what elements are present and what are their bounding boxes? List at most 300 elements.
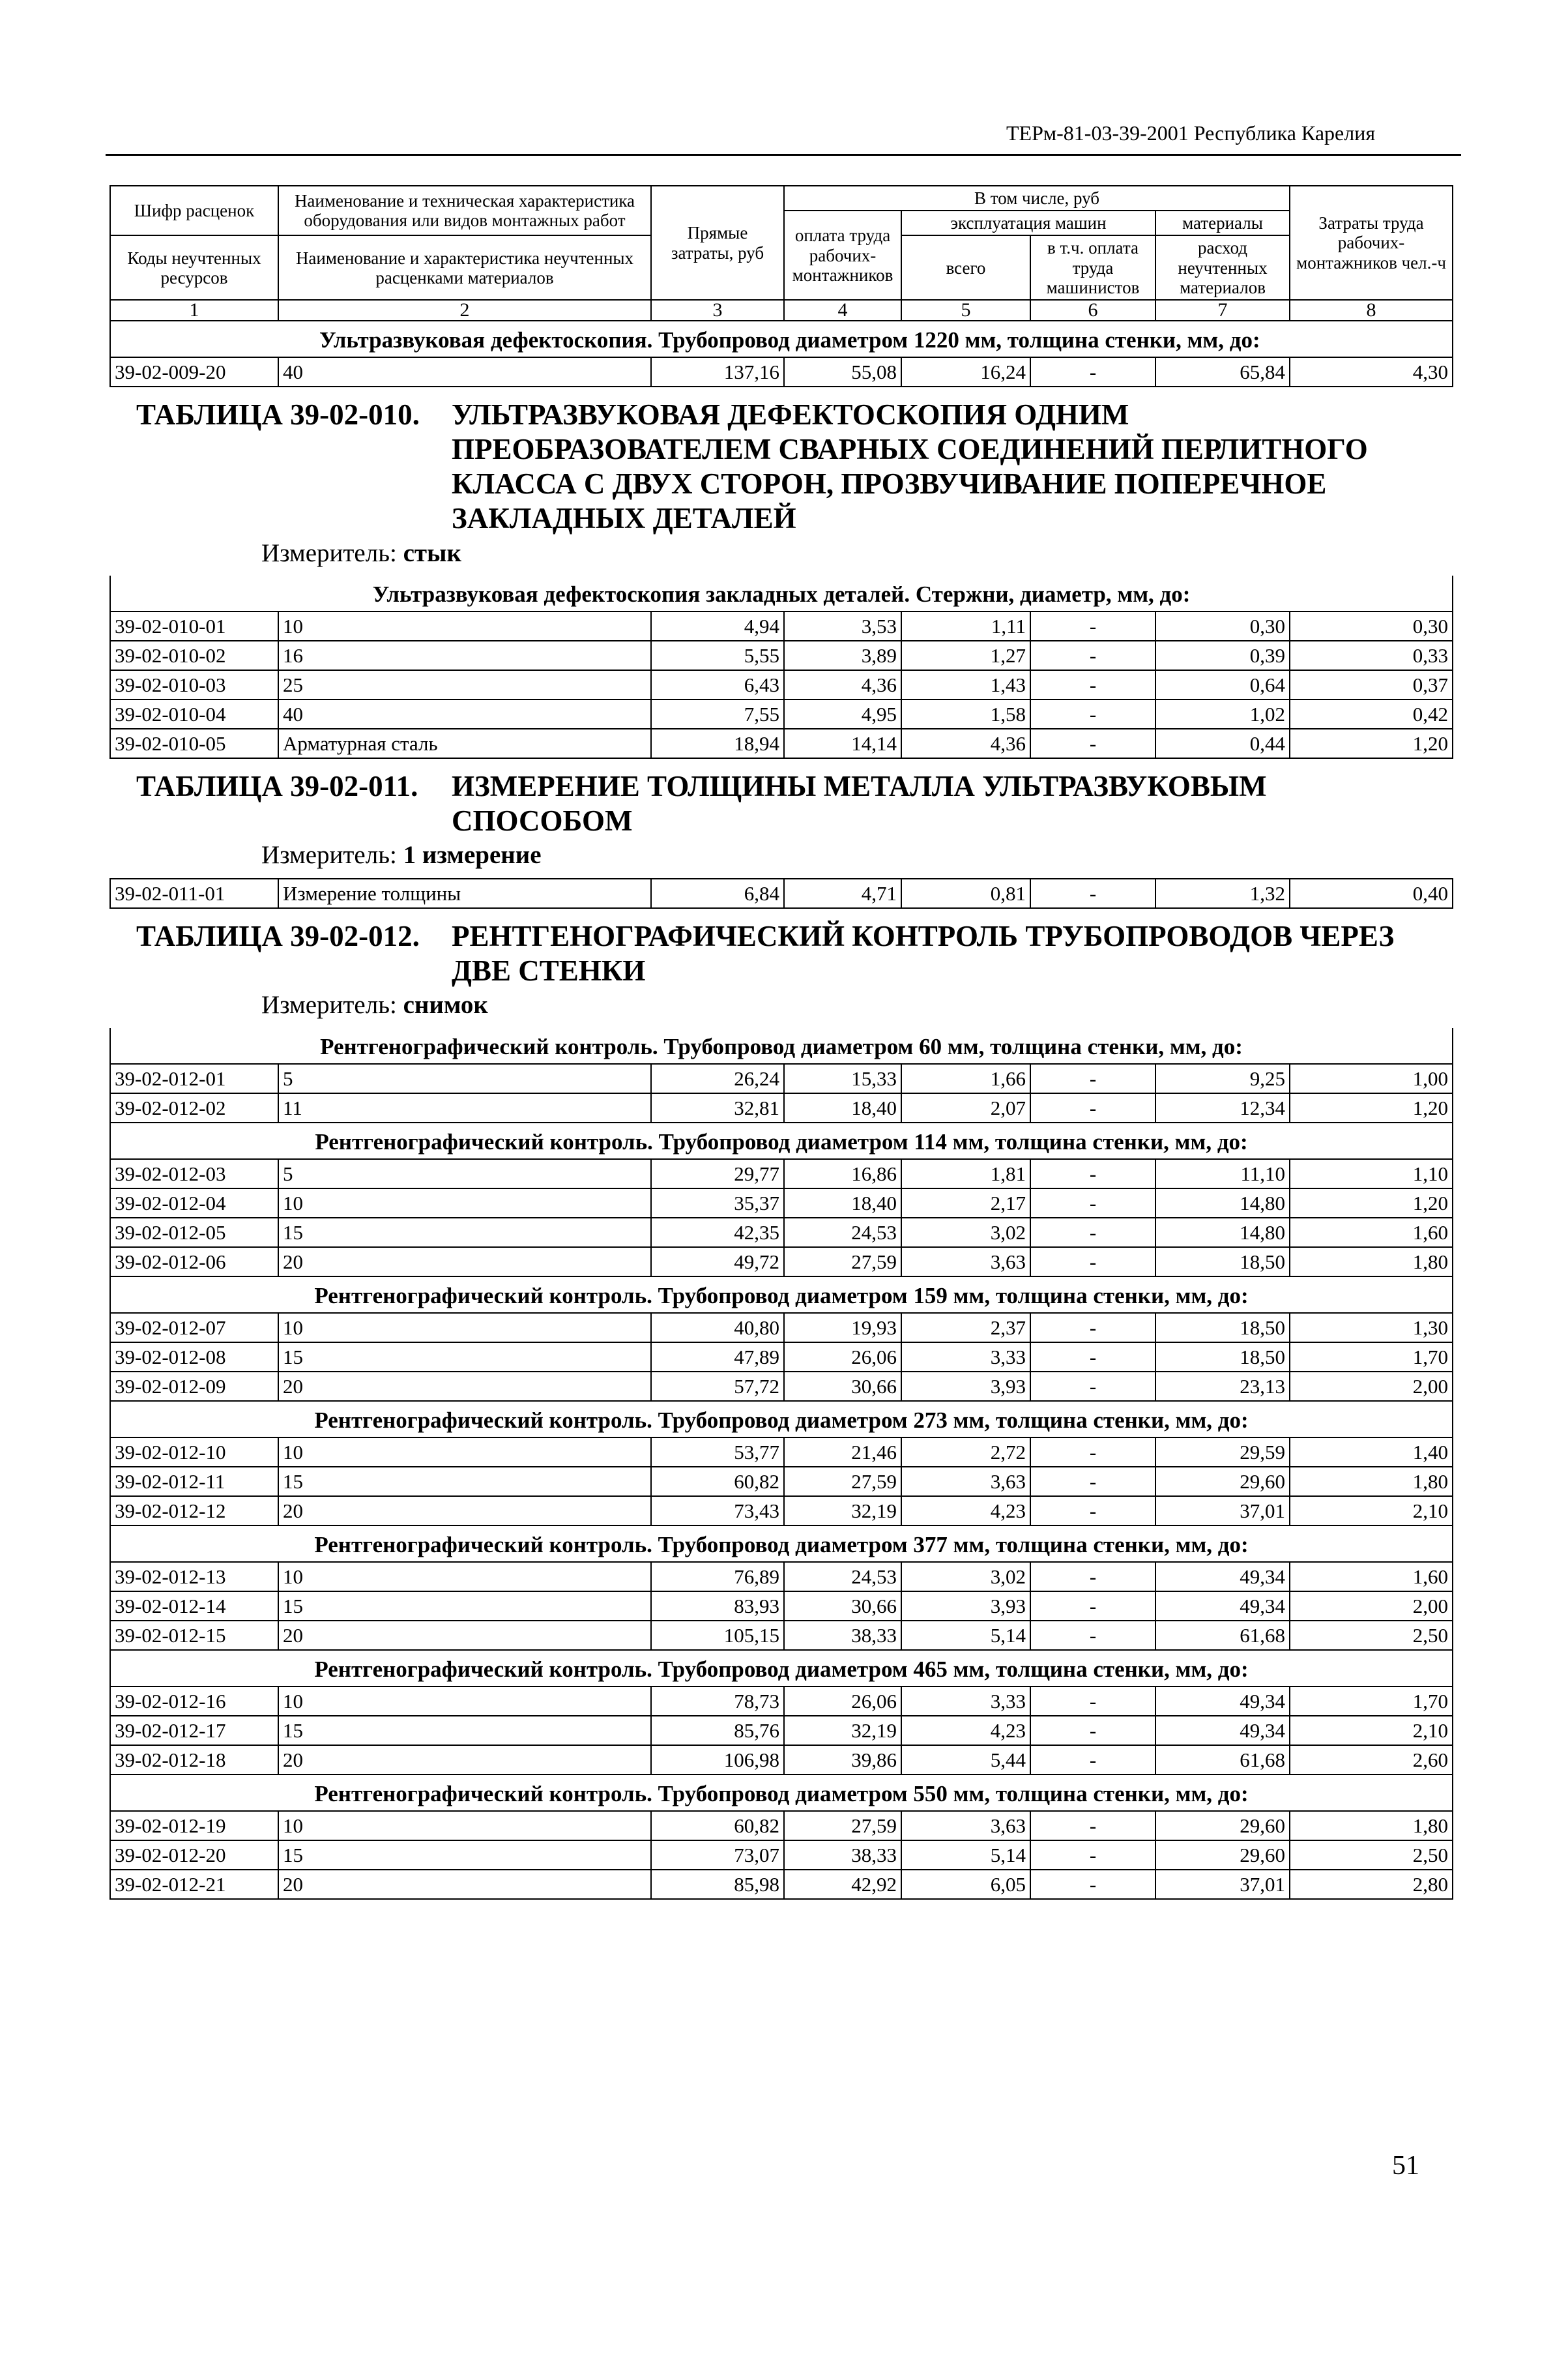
header-res-codes: Коды неучтенных ресурсов	[110, 235, 278, 300]
materials-cost: 9,25	[1155, 1064, 1290, 1093]
direct-cost: 57,72	[651, 1372, 784, 1401]
direct-cost: 29,77	[651, 1159, 784, 1188]
measure-unit-label: Измеритель:	[261, 538, 397, 567]
labor-hours: 2,00	[1290, 1372, 1453, 1401]
work-name: 25	[278, 670, 651, 699]
machinist-pay: -	[1030, 1496, 1155, 1525]
table-row	[110, 1218, 1453, 1247]
labor-hours: 1,10	[1290, 1159, 1453, 1188]
labor-hours: 1,20	[1290, 729, 1453, 758]
labor-hours: 1,80	[1290, 1247, 1453, 1276]
table-row	[110, 1093, 1453, 1123]
section-heading-row	[110, 1276, 1453, 1313]
section-heading: Рентгенографический контроль. Трубопровод диаметром 273 мм, толщина стенки, мм, до:	[110, 1401, 1453, 1437]
materials-cost: 18,50	[1155, 1313, 1290, 1342]
header-row-1	[110, 186, 1453, 211]
table-title	[110, 398, 1453, 536]
machine-cost: 16,24	[901, 357, 1030, 387]
machinist-pay: -	[1030, 1562, 1155, 1591]
machine-cost: 2,37	[901, 1313, 1030, 1342]
machinist-pay: -	[1030, 1064, 1155, 1093]
machine-cost: 3,02	[901, 1218, 1030, 1247]
table-row	[110, 670, 1453, 699]
materials-cost: 18,50	[1155, 1247, 1290, 1276]
section-heading: Ультразвуковая дефектоскопия. Трубопровод диаметром 1220 мм, толщина стенки, мм, до:	[110, 321, 1453, 357]
work-name: 15	[278, 1342, 651, 1372]
direct-cost: 18,94	[651, 729, 784, 758]
machinist-pay: -	[1030, 1811, 1155, 1840]
machinist-pay: -	[1030, 1686, 1155, 1716]
direct-cost: 53,77	[651, 1437, 784, 1467]
labor-pay: 18,40	[784, 1188, 901, 1218]
labor-hours: 2,00	[1290, 1591, 1453, 1621]
materials-cost: 18,50	[1155, 1342, 1290, 1372]
labor-hours: 0,42	[1290, 699, 1453, 729]
work-name: 10	[278, 1313, 651, 1342]
labor-hours: 1,80	[1290, 1467, 1453, 1496]
work-name: Измерение толщины	[278, 879, 651, 908]
machine-cost: 3,63	[901, 1467, 1030, 1496]
section-heading: Рентгенографический контроль. Трубопровод диаметром 159 мм, толщина стенки, мм, до:	[110, 1276, 1453, 1313]
table-row	[110, 1562, 1453, 1591]
labor-pay: 4,36	[784, 670, 901, 699]
work-name: 20	[278, 1247, 651, 1276]
rate-code: 39-02-012-03	[110, 1159, 278, 1188]
rate-code: 39-02-010-02	[110, 641, 278, 670]
table-row	[110, 1811, 1453, 1840]
rate-code: 39-02-012-04	[110, 1188, 278, 1218]
labor-pay: 55,08	[784, 357, 901, 387]
direct-cost: 85,98	[651, 1870, 784, 1899]
materials-cost: 29,60	[1155, 1467, 1290, 1496]
machine-cost: 5,14	[901, 1621, 1030, 1650]
machine-cost: 1,66	[901, 1064, 1030, 1093]
table-row	[110, 1591, 1453, 1621]
labor-pay: 18,40	[784, 1093, 901, 1123]
materials-cost: 37,01	[1155, 1496, 1290, 1525]
materials-cost: 65,84	[1155, 357, 1290, 387]
rates-table	[109, 185, 1453, 1900]
table-row	[110, 1621, 1453, 1650]
measure-unit-value: стык	[403, 538, 461, 567]
labor-pay: 39,86	[784, 1745, 901, 1774]
direct-cost: 6,84	[651, 879, 784, 908]
table-row	[110, 1372, 1453, 1401]
col-number: 3	[651, 300, 784, 321]
measure-unit-value: снимок	[403, 991, 488, 1020]
table-row	[110, 1342, 1453, 1372]
rate-code: 39-02-012-17	[110, 1716, 278, 1745]
labor-hours: 2,50	[1290, 1840, 1453, 1870]
materials-cost: 49,34	[1155, 1591, 1290, 1621]
materials-cost: 49,34	[1155, 1562, 1290, 1591]
labor-pay: 24,53	[784, 1218, 901, 1247]
materials-cost: 61,68	[1155, 1745, 1290, 1774]
rate-code: 39-02-012-21	[110, 1870, 278, 1899]
table-title-block	[110, 908, 1453, 1028]
machinist-pay: -	[1030, 1716, 1155, 1745]
table-row	[110, 357, 1453, 387]
direct-cost: 60,82	[651, 1467, 784, 1496]
materials-cost: 0,39	[1155, 641, 1290, 670]
machine-cost: 1,58	[901, 699, 1030, 729]
materials-cost: 12,34	[1155, 1093, 1290, 1123]
section-heading-row	[110, 321, 1453, 357]
work-name: Арматурная сталь	[278, 729, 651, 758]
labor-pay: 38,33	[784, 1840, 901, 1870]
measure-unit-label: Измеритель:	[261, 841, 397, 870]
table-row	[110, 1437, 1453, 1467]
rate-code: 39-02-012-05	[110, 1218, 278, 1247]
machine-cost: 1,27	[901, 641, 1030, 670]
section-heading: Рентгенографический контроль. Трубопровод диаметром 550 мм, толщина стенки, мм, до:	[110, 1774, 1453, 1811]
section-heading-row	[110, 1525, 1453, 1562]
header-materials: материалы	[1155, 211, 1290, 235]
materials-cost: 49,34	[1155, 1716, 1290, 1745]
materials-cost: 29,59	[1155, 1437, 1290, 1467]
labor-hours: 1,80	[1290, 1811, 1453, 1840]
table-row	[110, 729, 1453, 758]
machine-cost: 2,72	[901, 1437, 1030, 1467]
machine-cost: 1,11	[901, 611, 1030, 641]
labor-pay: 42,92	[784, 1870, 901, 1899]
machine-cost: 3,93	[901, 1591, 1030, 1621]
direct-cost: 60,82	[651, 1811, 784, 1840]
labor-pay: 16,86	[784, 1159, 901, 1188]
direct-cost: 32,81	[651, 1093, 784, 1123]
machinist-pay: -	[1030, 1621, 1155, 1650]
direct-cost: 76,89	[651, 1562, 784, 1591]
direct-cost: 26,24	[651, 1064, 784, 1093]
table-row	[110, 1840, 1453, 1870]
machine-cost: 1,43	[901, 670, 1030, 699]
measure-unit	[110, 988, 1453, 1023]
machinist-pay: -	[1030, 1342, 1155, 1372]
direct-cost: 7,55	[651, 699, 784, 729]
labor-hours: 1,60	[1290, 1562, 1453, 1591]
materials-cost: 23,13	[1155, 1372, 1290, 1401]
work-name: 11	[278, 1093, 651, 1123]
work-name: 15	[278, 1716, 651, 1745]
section-heading: Рентгенографический контроль. Трубопровод диаметром 377 мм, толщина стенки, мм, до:	[110, 1525, 1453, 1562]
col-number: 8	[1290, 300, 1453, 321]
table-number: ТАБЛИЦА 39-02-012.	[136, 920, 420, 953]
labor-pay: 38,33	[784, 1621, 901, 1650]
section-heading-row	[110, 1401, 1453, 1437]
labor-pay: 4,95	[784, 699, 901, 729]
measure-unit	[110, 537, 1453, 571]
machine-cost: 3,63	[901, 1811, 1030, 1840]
labor-pay: 3,89	[784, 641, 901, 670]
table-title-row	[110, 758, 1453, 879]
rate-code: 39-02-012-20	[110, 1840, 278, 1870]
table-row	[110, 611, 1453, 641]
rate-code: 39-02-012-01	[110, 1064, 278, 1093]
table-row	[110, 1064, 1453, 1093]
machine-cost: 3,63	[901, 1247, 1030, 1276]
direct-cost: 106,98	[651, 1745, 784, 1774]
labor-pay: 27,59	[784, 1467, 901, 1496]
labor-hours: 0,30	[1290, 611, 1453, 641]
table-row	[110, 1745, 1453, 1774]
header-labor-cost: Затраты труда рабочих-монтажников чел.-ч	[1290, 186, 1453, 300]
table-title	[110, 769, 1453, 838]
direct-cost: 4,94	[651, 611, 784, 641]
col-number: 7	[1155, 300, 1290, 321]
labor-pay: 15,33	[784, 1064, 901, 1093]
work-name: 15	[278, 1467, 651, 1496]
labor-pay: 32,19	[784, 1716, 901, 1745]
machine-cost: 4,23	[901, 1496, 1030, 1525]
labor-hours: 2,60	[1290, 1745, 1453, 1774]
labor-pay: 30,66	[784, 1372, 901, 1401]
labor-hours: 2,50	[1290, 1621, 1453, 1650]
header-labor-pay: оплата труда рабочих-монтажников	[784, 211, 901, 300]
work-name: 15	[278, 1218, 651, 1247]
labor-hours: 0,33	[1290, 641, 1453, 670]
section-heading-row	[110, 1123, 1453, 1159]
table-row	[110, 1188, 1453, 1218]
machinist-pay: -	[1030, 1870, 1155, 1899]
work-name: 15	[278, 1591, 651, 1621]
labor-pay: 3,53	[784, 611, 901, 641]
table-row	[110, 1686, 1453, 1716]
machinist-pay: -	[1030, 670, 1155, 699]
machinist-pay: -	[1030, 1159, 1155, 1188]
machine-cost: 3,33	[901, 1342, 1030, 1372]
direct-cost: 85,76	[651, 1716, 784, 1745]
work-name: 16	[278, 641, 651, 670]
labor-hours: 2,10	[1290, 1716, 1453, 1745]
header-mat-use: расход неучтенных материалов	[1155, 235, 1290, 300]
machinist-pay: -	[1030, 1591, 1155, 1621]
measure-unit-label: Измеритель:	[261, 991, 397, 1020]
header-incl: В том числе, руб	[784, 186, 1290, 211]
machine-cost: 6,05	[901, 1870, 1030, 1899]
header-code: Шифр расценок	[110, 186, 278, 235]
header-col-numbers	[110, 300, 1453, 321]
machinist-pay: -	[1030, 1467, 1155, 1496]
machine-cost: 3,02	[901, 1562, 1030, 1591]
page-header: ТЕРм-81-03-39-2001 Республика Карелия	[1006, 121, 1376, 145]
direct-cost: 40,80	[651, 1313, 784, 1342]
rate-code: 39-02-012-14	[110, 1591, 278, 1621]
table-row	[110, 1159, 1453, 1188]
labor-pay: 27,59	[784, 1247, 901, 1276]
labor-pay: 4,71	[784, 879, 901, 908]
direct-cost: 49,72	[651, 1247, 784, 1276]
labor-pay: 24,53	[784, 1562, 901, 1591]
machine-cost: 0,81	[901, 879, 1030, 908]
labor-pay: 21,46	[784, 1437, 901, 1467]
labor-pay: 32,19	[784, 1496, 901, 1525]
direct-cost: 83,93	[651, 1591, 784, 1621]
table-row	[110, 1247, 1453, 1276]
machinist-pay: -	[1030, 1313, 1155, 1342]
direct-cost: 5,55	[651, 641, 784, 670]
machine-cost: 5,14	[901, 1840, 1030, 1870]
header-rule	[106, 154, 1461, 156]
rate-code: 39-02-012-08	[110, 1342, 278, 1372]
table-title-row	[110, 387, 1453, 576]
direct-cost: 6,43	[651, 670, 784, 699]
table-name: РЕНТГЕНОГРАФИЧЕСКИЙ КОНТРОЛЬ ТРУБОПРОВОДОВ ЧЕРЕЗ ДВЕ СТЕНКИ	[452, 920, 1395, 988]
materials-cost: 0,30	[1155, 611, 1290, 641]
machine-cost: 4,23	[901, 1716, 1030, 1745]
table-row	[110, 1716, 1453, 1745]
direct-cost: 105,15	[651, 1621, 784, 1650]
table-title-row	[110, 908, 1453, 1028]
labor-hours: 1,20	[1290, 1188, 1453, 1218]
work-name: 20	[278, 1745, 651, 1774]
work-name: 10	[278, 1811, 651, 1840]
materials-cost: 29,60	[1155, 1811, 1290, 1840]
col-number: 6	[1030, 300, 1155, 321]
labor-hours: 2,10	[1290, 1496, 1453, 1525]
table-row	[110, 1467, 1453, 1496]
machinist-pay: -	[1030, 611, 1155, 641]
work-name: 10	[278, 611, 651, 641]
section-heading-row	[110, 1774, 1453, 1811]
work-name: 20	[278, 1621, 651, 1650]
rate-code: 39-02-009-20	[110, 357, 278, 387]
table-number: ТАБЛИЦА 39-02-010.	[136, 398, 420, 432]
materials-cost: 11,10	[1155, 1159, 1290, 1188]
section-heading: Рентгенографический контроль. Трубопровод диаметром 60 мм, толщина стенки, мм, до:	[110, 1028, 1453, 1064]
direct-cost: 47,89	[651, 1342, 784, 1372]
rate-code: 39-02-010-01	[110, 611, 278, 641]
machine-cost: 5,44	[901, 1745, 1030, 1774]
materials-cost: 37,01	[1155, 1870, 1290, 1899]
header-mach-pay: в т.ч. оплата труда машинистов	[1030, 235, 1155, 300]
labor-pay: 26,06	[784, 1342, 901, 1372]
labor-hours: 1,70	[1290, 1342, 1453, 1372]
table-title	[110, 919, 1453, 988]
work-name: 15	[278, 1840, 651, 1870]
rate-code: 39-02-012-09	[110, 1372, 278, 1401]
machinist-pay: -	[1030, 1247, 1155, 1276]
table-title-block	[110, 758, 1453, 879]
col-number: 4	[784, 300, 901, 321]
section-heading-row	[110, 1028, 1453, 1064]
work-name: 10	[278, 1188, 651, 1218]
table-row	[110, 1870, 1453, 1899]
materials-cost: 0,44	[1155, 729, 1290, 758]
machinist-pay: -	[1030, 1840, 1155, 1870]
materials-cost: 1,02	[1155, 699, 1290, 729]
direct-cost: 73,43	[651, 1496, 784, 1525]
machinist-pay: -	[1030, 1218, 1155, 1247]
work-name: 10	[278, 1686, 651, 1716]
work-name: 20	[278, 1372, 651, 1401]
table-row	[110, 879, 1453, 908]
table-title-block	[110, 387, 1453, 576]
section-heading-row	[110, 1650, 1453, 1686]
machinist-pay: -	[1030, 641, 1155, 670]
labor-hours: 0,40	[1290, 879, 1453, 908]
direct-cost: 78,73	[651, 1686, 784, 1716]
section-heading: Рентгенографический контроль. Трубопровод диаметром 465 мм, толщина стенки, мм, до:	[110, 1650, 1453, 1686]
rate-code: 39-02-012-02	[110, 1093, 278, 1123]
machine-cost: 3,33	[901, 1686, 1030, 1716]
machinist-pay: -	[1030, 879, 1155, 908]
labor-hours: 4,30	[1290, 357, 1453, 387]
rate-code: 39-02-012-06	[110, 1247, 278, 1276]
rate-code: 39-02-012-18	[110, 1745, 278, 1774]
header-name: Наименование и техническая характеристика оборудования или видов монтажных работ	[278, 186, 651, 235]
rate-code: 39-02-012-12	[110, 1496, 278, 1525]
machinist-pay: -	[1030, 357, 1155, 387]
machinist-pay: -	[1030, 1093, 1155, 1123]
materials-cost: 1,32	[1155, 879, 1290, 908]
rate-code: 39-02-010-04	[110, 699, 278, 729]
work-name: 5	[278, 1064, 651, 1093]
labor-hours: 1,20	[1290, 1093, 1453, 1123]
machinist-pay: -	[1030, 1188, 1155, 1218]
labor-pay: 27,59	[784, 1811, 901, 1840]
rate-code: 39-02-012-19	[110, 1811, 278, 1840]
table-row	[110, 1313, 1453, 1342]
materials-cost: 61,68	[1155, 1621, 1290, 1650]
work-name: 20	[278, 1496, 651, 1525]
machine-cost: 1,81	[901, 1159, 1030, 1188]
labor-pay: 14,14	[784, 729, 901, 758]
rate-code: 39-02-012-16	[110, 1686, 278, 1716]
labor-pay: 26,06	[784, 1686, 901, 1716]
header-machines: эксплуатация машин	[901, 211, 1155, 235]
work-name: 10	[278, 1437, 651, 1467]
section-heading: Ультразвуковая дефектоскопия закладных деталей. Стержни, диаметр, мм, до:	[110, 576, 1453, 611]
materials-cost: 0,64	[1155, 670, 1290, 699]
machinist-pay: -	[1030, 1372, 1155, 1401]
table-name: ИЗМЕРЕНИЕ ТОЛЩИНЫ МЕТАЛЛА УЛЬТРАЗВУКОВЫМ СПОСОБОМ	[452, 770, 1267, 838]
machine-cost: 2,17	[901, 1188, 1030, 1218]
table-row	[110, 1496, 1453, 1525]
machine-cost: 2,07	[901, 1093, 1030, 1123]
labor-pay: 30,66	[784, 1591, 901, 1621]
labor-hours: 1,40	[1290, 1437, 1453, 1467]
work-name: 20	[278, 1870, 651, 1899]
materials-cost: 29,60	[1155, 1840, 1290, 1870]
rate-code: 39-02-012-10	[110, 1437, 278, 1467]
measure-unit	[110, 838, 1453, 873]
work-name: 5	[278, 1159, 651, 1188]
work-name: 40	[278, 357, 651, 387]
machine-cost: 4,36	[901, 729, 1030, 758]
page-number: 51	[1392, 2151, 1419, 2181]
work-name: 10	[278, 1562, 651, 1591]
labor-pay: 19,93	[784, 1313, 901, 1342]
labor-hours: 0,37	[1290, 670, 1453, 699]
labor-hours: 1,30	[1290, 1313, 1453, 1342]
rate-code: 39-02-010-03	[110, 670, 278, 699]
direct-cost: 35,37	[651, 1188, 784, 1218]
section-heading-row	[110, 576, 1453, 611]
direct-cost: 137,16	[651, 357, 784, 387]
labor-hours: 1,60	[1290, 1218, 1453, 1247]
rate-code: 39-02-011-01	[110, 879, 278, 908]
rate-code: 39-02-012-11	[110, 1467, 278, 1496]
machinist-pay: -	[1030, 1437, 1155, 1467]
labor-hours: 2,80	[1290, 1870, 1453, 1899]
rate-code: 39-02-010-05	[110, 729, 278, 758]
header-mach-total: всего	[901, 235, 1030, 300]
table-name: УЛЬТРАЗВУКОВАЯ ДЕФЕКТОСКОПИЯ ОДНИМ ПРЕОБРАЗОВАТЕЛЕМ СВАРНЫХ СОЕДИНЕНИЙ ПЕРЛИТНОГО КЛАССА С ДВУХ СТОРОН, ПРОЗВУЧИВАНИЕ ПОПЕРЕЧНОЕ ЗАКЛАДНЫХ ДЕТАЛЕЙ	[452, 398, 1368, 535]
section-heading: Рентгенографический контроль. Трубопровод диаметром 114 мм, толщина стенки, мм, до:	[110, 1123, 1453, 1159]
machinist-pay: -	[1030, 699, 1155, 729]
materials-cost: 14,80	[1155, 1188, 1290, 1218]
table-row	[110, 641, 1453, 670]
